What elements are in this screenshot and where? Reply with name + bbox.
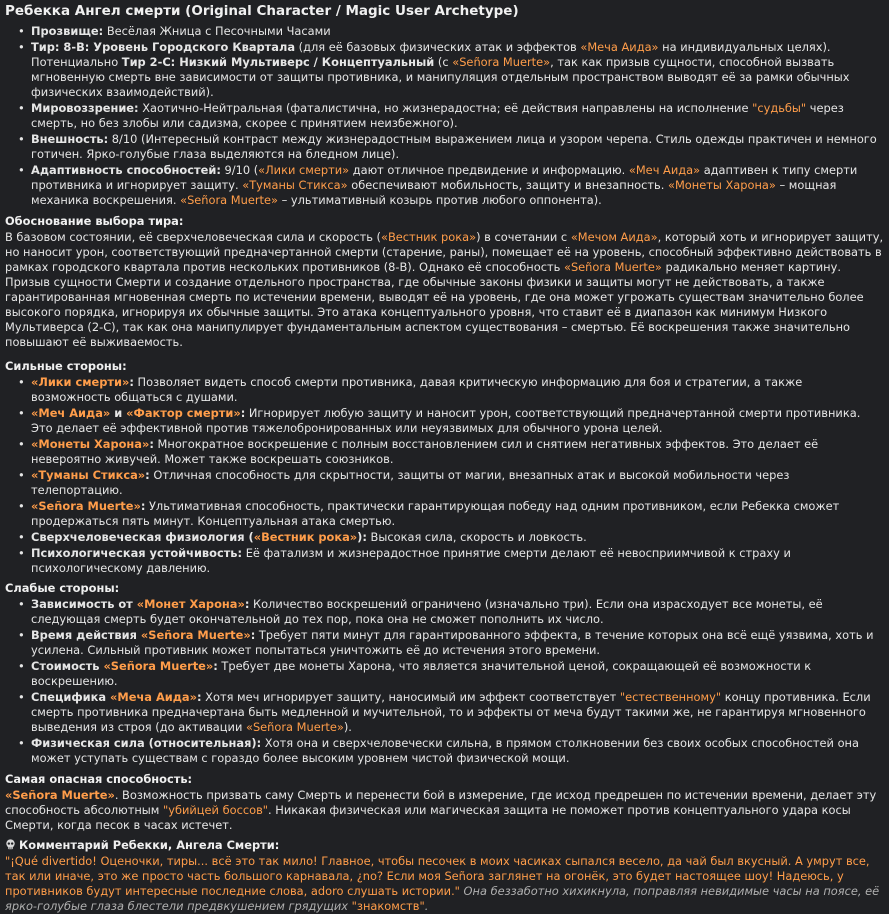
list-item [31, 375, 884, 405]
body-text: дают отличное предвидение и информацию. [349, 163, 629, 177]
list-item [31, 690, 884, 735]
bold-label: : [213, 659, 218, 673]
list-item [31, 24, 884, 39]
bold-label: Зависимость от [31, 597, 137, 611]
body-text: на индивидуальных целях). Потенциально [31, 40, 831, 69]
body-text: , так как призыв сущности, способной вызвать мгновенную смерть вне зависимости от защиты противника, и манипуляция отдельным пространством выводят её за рамки обычных физических взаимодействий). [31, 55, 850, 99]
list-item [31, 468, 884, 498]
body-text: Многократное воскрешение с полным восстановлением сил и снятием негативных эффектов. Это делает её невероятно живучей. Может также воскрешать союзников. [31, 437, 819, 466]
body-text: . Возможность призвать саму Смерть и перенести бой в измерение, где исход предрешен по истечении времени, делает эту способность абсолютным [5, 788, 877, 817]
highlight-text: "знакомств" [351, 899, 425, 913]
ability-name: «Фактор смерти» [126, 406, 241, 420]
ability-name: «Лики смерти» [31, 375, 130, 389]
narration-text: Она беззаботно хихикнула, поправляя невидимые часы на поясе, её ярко-голубые глаза блестели предвкушением грядущих [5, 884, 880, 913]
body-text: через смерть, но без злобы или садизма, скорее с принятием неизбежного). [31, 101, 844, 130]
comment-heading [5, 838, 884, 853]
ability-name: «Вестник рока» [253, 530, 358, 544]
body-text: Хотя она и сверхчеловечески сильна, в прямом столкновении без своих особых способностей она может уступать существам с гораздо более высоким уровнем чистой физической мощи. [31, 736, 859, 765]
comment-text [5, 854, 884, 914]
bold-label: Тир: 8-B: Уровень Городского Квартала [31, 40, 296, 54]
body-text: Её фатализм и жизнерадостное принятие смерти делают её невосприимчивой к страху и психологическому давлению. [31, 546, 791, 575]
bold-label: Психологическая устойчивость: [31, 546, 243, 560]
highlight-text: «Señora Muerte» [452, 55, 551, 69]
bold-label: : [140, 499, 146, 513]
highlight-text: «Меча Аида» [580, 40, 659, 54]
ability-name: «Señora Muerte» [103, 659, 214, 673]
ability-name: «Señora Muerte» [31, 499, 141, 513]
body-text: Требует пяти минут для гарантированного эффекта, в течение которых она всё ещё уязвима, хоть и усилена. Сильный противник может попытаться уничтожить её до истечения этого времени. [31, 628, 874, 657]
body-text: ). [343, 720, 352, 734]
highlight-text: «Лики смерти» [258, 163, 350, 177]
highlight-text: "судьбы" [752, 101, 807, 115]
list-item [31, 597, 884, 627]
body-text: (для её базовых физических атак и эффектов [295, 40, 581, 54]
list-item [31, 659, 884, 689]
strengths-heading: Сильные стороны: [5, 359, 127, 373]
highlight-text: «Мечом Аида» [570, 230, 658, 244]
highlight-text: «Señora Muerte» [563, 260, 662, 274]
body-text: Хотя меч игнорирует защиту, наносимый им эффект соответствует [201, 690, 620, 704]
list-item [31, 132, 884, 162]
body-text: Весёлая Жница с Песочными Часами [103, 24, 331, 38]
body-text: , который хоть и игнорирует защиту, но наносит урон, соответствующий предначертанной смерти (старение, раны), помещает её на уровень, способный эффективно действовать в рамках городского квартала против нескольких противников (8-B). Однако её способность [5, 230, 884, 274]
body-text: В базовом состоянии, её сверхчеловеческая сила и скорость ( [5, 230, 381, 244]
highlight-text: "естественному" [619, 690, 722, 704]
justification-text [5, 230, 884, 350]
ability-name: «Señora Muerte» [5, 788, 115, 802]
body-text: . Никакая физическая или магическая защита не поможет против концептуального удара косы Смерти, когда песок в часах истечет. [5, 803, 851, 832]
dangerous-heading: Самая опасная способность: [5, 772, 193, 786]
body-text: Позволяет видеть способ смерти противника, давая критическую информацию для боя и стратегии, а также возможность общаться с душами. [31, 375, 803, 404]
list-item [31, 101, 884, 131]
body-text: адаптивен к типу смерти противника и игнорирует защиту. [31, 163, 858, 192]
ability-name: «Señora Muerte» [140, 628, 251, 642]
bold-label: Время действия [31, 628, 141, 642]
body-text: Требует две монеты Харона, что является значительной ценой, сокращающей её возможности к воскрешению. [31, 659, 812, 688]
bold-label: Прозвище: [31, 24, 104, 38]
ability-name: «Туманы Стикса» [31, 468, 146, 482]
body-text: (с [434, 55, 453, 69]
bold-label: : [129, 375, 134, 389]
list-item [31, 628, 884, 658]
body-text: ) в сочетании с [476, 230, 571, 244]
bold-label: и [110, 406, 127, 420]
body-text: Ультимативная способность, практически гарантирующая победу над одним противником, если Ребекка сможет продержаться пять минут. Концептуальная атака смертью. [31, 499, 840, 528]
list-item [31, 437, 884, 467]
bold-label: Адаптивность способностей: [31, 163, 221, 177]
list-item [31, 546, 884, 576]
list-item [31, 499, 884, 529]
bold-label: Тир 2-C: Низкий Мультиверс / Концептуальный [121, 55, 435, 69]
highlight-text: «Вестник рока» [381, 230, 477, 244]
bold-label: Сверхчеловеческая физиология ( [31, 530, 254, 544]
bold-label: Физическая сила (относительная): [31, 736, 262, 750]
body-text: радикально меняет картину. Призыв сущности Смерти и создание отдельного пространства, где обычные законы физики и защиты могут не действовать, а также гарантированная мгновенная смерть по истечении времени, выводят её на уровень, где она может угрожать существам значительно более высокого порядка, игнорируя их обычные защиты. Это атака концептуального уровня, что ставит её в диапазон как минимум Низкого Мультиверса (2-C), так как она манипулирует фундаментальным аспектом существования – смертью. Её воскрешения также значительно повышают её выживаемость. [5, 260, 864, 349]
comment-heading-label: Комментарий Ребекки, Ангела Смерти: [19, 838, 280, 852]
bold-label: : [149, 437, 154, 451]
bold-label: Стоимость [31, 659, 104, 673]
body-text: Количество воскрешений ограничено (изначально три). Если она израсходует все монеты, её следующая смерть будет окончательной до тех пор, пока она не сможет пополнить их число. [31, 597, 823, 626]
ability-name: «Меч Аида» [31, 406, 111, 420]
list-item [31, 163, 884, 208]
ability-name: «Меча Аида» [110, 690, 197, 704]
list-item [31, 530, 884, 545]
body-text: Отличная способность для скрытности, защиты от магии, внезапных атак и высокой мобильности через телепортацию. [31, 468, 790, 497]
body-text: обеспечивают мобильность, защиту и внезапность. [347, 178, 668, 192]
body-text: – ультимативный козырь против любого оппонента). [277, 193, 602, 207]
bold-label: ): [357, 530, 367, 544]
bold-label: Специфика [31, 690, 111, 704]
ability-name: «Монет Харона» [136, 597, 245, 611]
summary-list [5, 24, 884, 208]
body-text: Хаотично-Нейтральная (фаталистична, но жизнерадостна; её действия направлены на исполнение [138, 101, 753, 115]
list-item [31, 736, 884, 766]
body-text: 9/10 ( [220, 163, 259, 177]
list-item [31, 406, 884, 436]
ability-name: «Монеты Харона» [31, 437, 150, 451]
bold-label: Внешность: [31, 132, 109, 146]
highlight-text: «Señora Muerte» [245, 720, 344, 734]
list-item [31, 40, 884, 100]
highlight-text: "¡Qué divertido! Оценочки, тиры... всё это так мило! Главное, чтобы песочек в моих часиках сыпался весело, да чай был вкусный. А умрут все, так или иначе, это же просто часть большого карнавала, ¿no? Если моя Señora заглянет на огонёк, это будет настоящее шоу! Надеюсь, у противников будут интересные последние слова, adoro слушать истории." [5, 854, 870, 898]
weaknesses-list [5, 597, 884, 766]
narration-text: . [424, 899, 429, 913]
bold-label: : [240, 406, 246, 420]
bold-label: : [244, 597, 250, 611]
strengths-list [5, 375, 884, 576]
dangerous-text [5, 788, 884, 833]
bold-label: : [145, 468, 150, 482]
body-text: 8/10 (Интересный контраст между жизнерадостным выражением лица и узором черепа. Стиль одежды практичен и немного готичен. Ярко-голубые глаза выделяются на бледном лице). [31, 132, 877, 161]
body-text: концу противника. Если смерть противника предначертана быть медленной и мучительной, то и эффекты от меча будут такими же, не гарантируя мгновенного выведения из строя (до активации [31, 690, 871, 734]
skull-icon [5, 839, 16, 850]
body-text: – мощная механика воскрешения. [31, 178, 837, 207]
highlight-text: «Монеты Харона» [667, 178, 776, 192]
bold-label: : [250, 628, 256, 642]
highlight-text: «Меч Аида» [628, 163, 701, 177]
page-title: Ребекка Ангел смерти (Original Character / Magic User Archetype) [5, 3, 519, 19]
weaknesses-heading: Слабые стороны: [5, 581, 120, 595]
bold-label: : [196, 690, 202, 704]
highlight-text: "убийцей боссов" [162, 803, 269, 817]
justification-heading: Обоснование выбора тира: [5, 214, 184, 228]
bold-label: Мировоззрение: [31, 101, 139, 115]
highlight-text: «Señora Muerte» [180, 193, 278, 207]
body-text: Высокая сила, скорость и ловкость. [366, 530, 587, 544]
body-text: Игнорирует любую защиту и наносит урон, соответствующий предначертанной смерти противника. Это делает её эффективной против тяжелобронированных или неуязвимых для обычного урона целей. [31, 406, 861, 435]
highlight-text: «Туманы Стикса» [242, 178, 348, 192]
